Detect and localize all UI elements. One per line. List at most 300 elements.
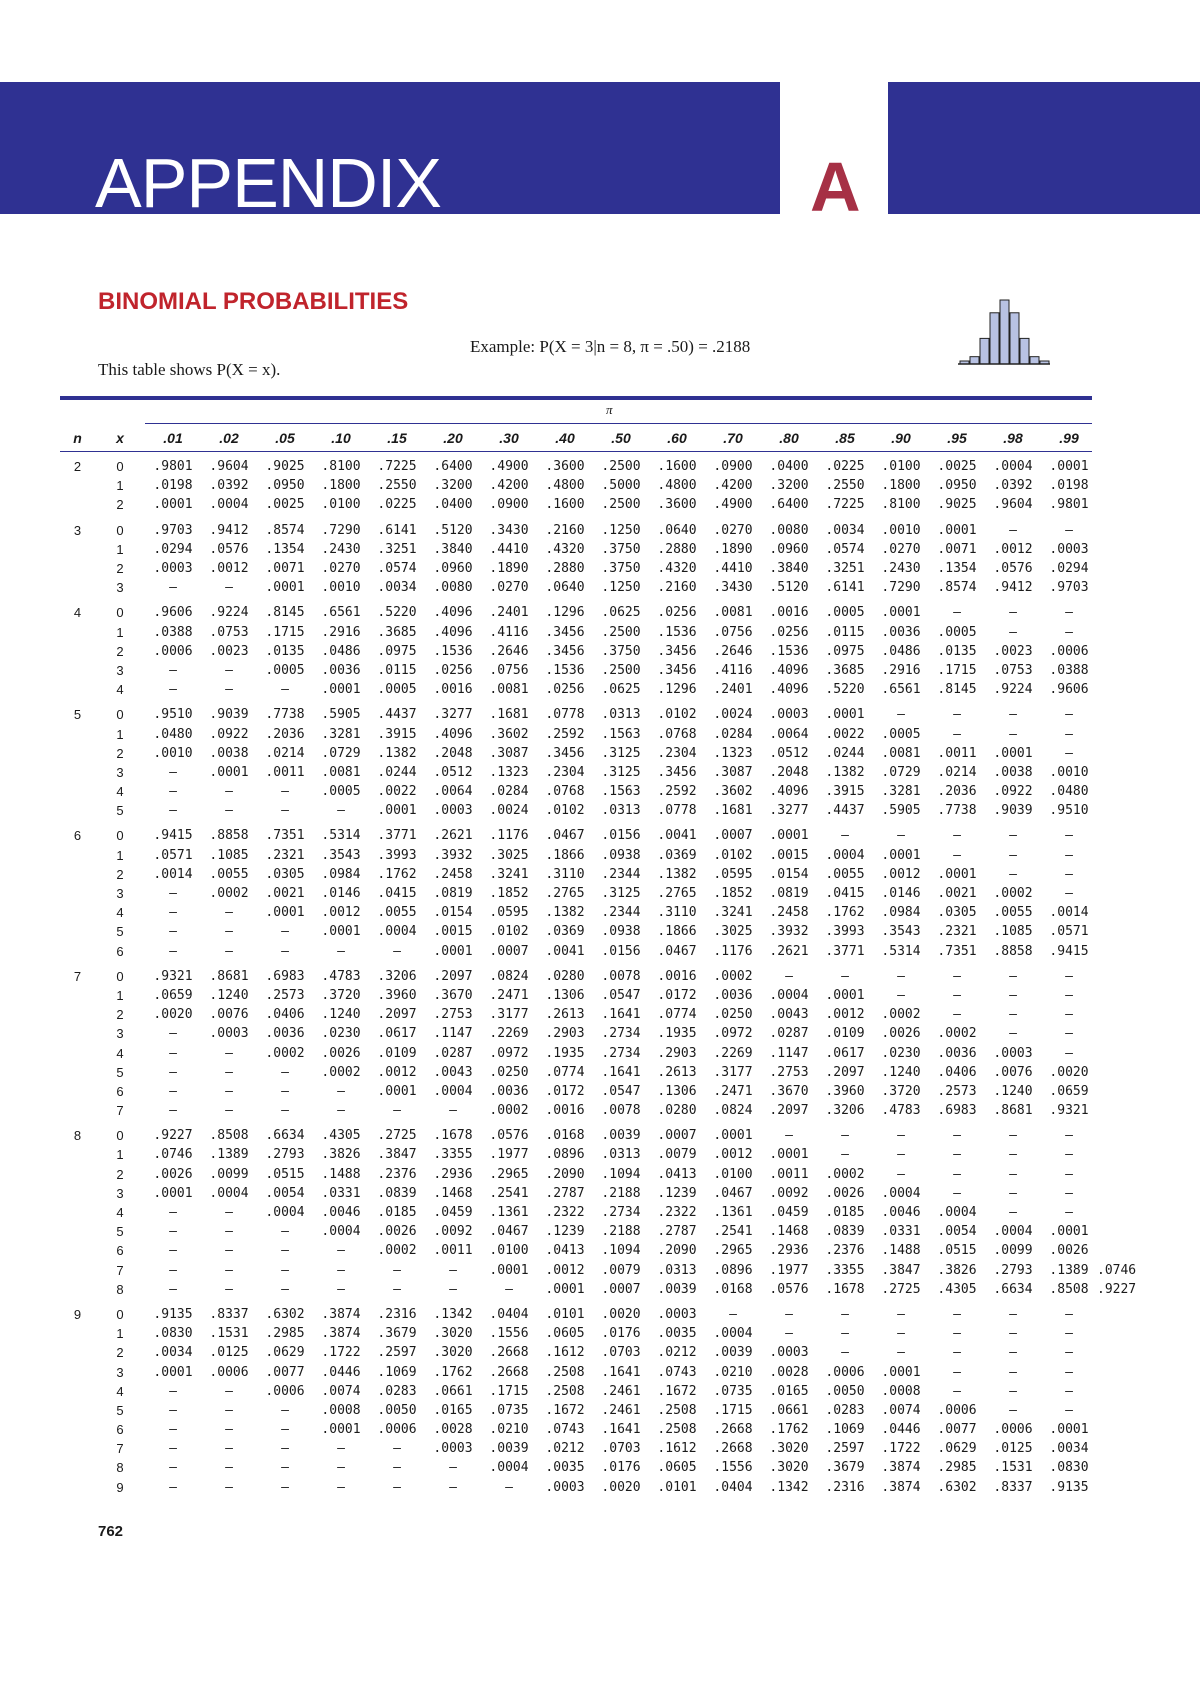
probability-cell: .0900: [713, 459, 753, 475]
probability-cell: —: [281, 924, 289, 940]
probability-cell: .3993: [825, 924, 865, 940]
n-cell: [60, 1324, 95, 1343]
probability-cell: .0102: [545, 803, 585, 819]
probability-cell: .0135: [265, 643, 305, 659]
probability-cell: .0071: [265, 561, 305, 577]
probability-cell: .0172: [657, 987, 697, 1003]
x-cell: 4: [116, 1205, 124, 1221]
probability-cell: .9510: [1049, 803, 1089, 819]
probability-cell: .0212: [657, 1345, 697, 1361]
probability-cell: .1240: [993, 1083, 1033, 1099]
probability-cell: .0035: [657, 1326, 697, 1342]
probability-cell: .0055: [993, 905, 1033, 921]
probability-cell: .0020: [1049, 1064, 1089, 1080]
x-cell: 2: [116, 643, 124, 659]
probability-cell: .0002: [489, 1103, 529, 1119]
n-cell: [60, 1145, 95, 1164]
probability-cell: .0480: [1049, 784, 1089, 800]
probability-cell: —: [1009, 1185, 1017, 1201]
probability-cell: .2793: [993, 1262, 1033, 1278]
probability-cell: .2458: [769, 905, 809, 921]
n-cell: 6: [73, 828, 82, 844]
probability-cell: —: [1065, 1306, 1073, 1322]
probability-cell: .0016: [433, 682, 473, 698]
probability-cell: .0003: [153, 561, 193, 577]
probability-cell: —: [281, 1402, 289, 1418]
probability-cell: .0830: [153, 1326, 193, 1342]
probability-cell: .3430: [489, 522, 529, 538]
col-header-pi: .90: [891, 429, 911, 446]
probability-cell: .1239: [657, 1185, 697, 1201]
histogram-bar: [980, 338, 989, 364]
probability-cell: .3960: [825, 1083, 865, 1099]
probability-cell: .3355: [825, 1262, 865, 1278]
n-cell: [60, 1261, 95, 1280]
col-header-pi: .40: [555, 429, 575, 446]
probability-cell: .0294: [1049, 561, 1089, 577]
probability-cell: .0007: [657, 1128, 697, 1144]
probability-cell: .3847: [377, 1147, 417, 1163]
x-cell: 5: [116, 803, 124, 819]
x-cell: 1: [116, 847, 124, 863]
probability-cell: .0210: [489, 1422, 529, 1438]
probability-cell: —: [897, 1166, 905, 1182]
probability-cell: .1866: [545, 847, 585, 863]
col-header-pi: .60: [667, 429, 687, 446]
probability-cell: .0661: [433, 1383, 473, 1399]
n-cell: [60, 623, 95, 642]
x-cell: 6: [116, 1083, 124, 1099]
probability-cell: .1296: [657, 682, 697, 698]
probability-cell: .0625: [601, 682, 641, 698]
probability-cell: .1176: [489, 828, 529, 844]
table-row: [60, 942, 1097, 961]
probability-cell: .0020: [601, 1479, 641, 1495]
probability-cell: .0287: [769, 1026, 809, 1042]
n-cell: [60, 1222, 95, 1241]
probability-cell: .0006: [993, 1422, 1033, 1438]
probability-cell: .0486: [881, 643, 921, 659]
probability-cell: .0102: [489, 924, 529, 940]
probability-cell: .2903: [657, 1045, 697, 1061]
probability-cell: .0001: [1049, 459, 1089, 475]
probability-cell: .3025: [489, 847, 529, 863]
probability-cell: .3355: [433, 1147, 473, 1163]
probability-cell: .0305: [937, 905, 977, 921]
probability-cell: .1722: [881, 1441, 921, 1457]
n-cell: [60, 495, 95, 514]
probability-cell: —: [169, 1422, 177, 1438]
probability-cell: .3025: [713, 924, 753, 940]
probability-cell: .0050: [377, 1402, 417, 1418]
probability-cell: .9801: [153, 459, 193, 475]
probability-cell: .0176: [601, 1460, 641, 1476]
probability-cell: .0055: [377, 905, 417, 921]
probability-cell: .1715: [713, 1402, 753, 1418]
probability-cell: .0743: [545, 1422, 585, 1438]
table-row: [60, 763, 1097, 782]
probability-cell: —: [281, 1479, 289, 1495]
probability-cell: .8337: [993, 1479, 1033, 1495]
probability-cell: .6561: [321, 605, 361, 621]
probability-cell: .4305: [937, 1281, 977, 1297]
probability-cell: .1852: [489, 886, 529, 902]
probability-cell: .3685: [377, 624, 417, 640]
probability-cell: .2500: [601, 624, 641, 640]
probability-cell: —: [1009, 1383, 1017, 1399]
probability-cell: —: [393, 1460, 401, 1476]
probability-cell: .2597: [825, 1441, 865, 1457]
probability-cell: —: [449, 1460, 457, 1476]
probability-cell: .2573: [937, 1083, 977, 1099]
probability-cell: .0774: [657, 1007, 697, 1023]
probability-cell: .0004: [265, 1205, 305, 1221]
probability-cell: .0081: [489, 682, 529, 698]
probability-cell: .2550: [825, 478, 865, 494]
probability-cell: .0571: [1049, 924, 1089, 940]
probability-cell: .4096: [433, 624, 473, 640]
probability-cell: .6141: [377, 522, 417, 538]
probability-cell: .5220: [377, 605, 417, 621]
probability-cell: .0400: [769, 459, 809, 475]
probability-cell: .0102: [713, 847, 753, 863]
probability-cell: —: [337, 1281, 345, 1297]
x-cell: 9: [116, 1479, 124, 1495]
probability-cell: —: [953, 1306, 961, 1322]
probability-cell: .3281: [881, 784, 921, 800]
probability-cell: —: [169, 580, 177, 596]
probability-cell: .2880: [657, 541, 697, 557]
table-row: [60, 1043, 1097, 1062]
probability-cell: .0002: [265, 1045, 305, 1061]
probability-cell: —: [1065, 624, 1073, 640]
probability-cell: .0001: [937, 522, 977, 538]
probability-cell: .0824: [713, 1103, 753, 1119]
probability-cell: .0574: [377, 561, 417, 577]
probability-cell: .1556: [489, 1326, 529, 1342]
probability-cell: —: [1065, 745, 1073, 761]
probability-cell: .2541: [489, 1185, 529, 1201]
probability-cell: .0415: [377, 886, 417, 902]
probability-cell: .0016: [769, 605, 809, 621]
pi-label: π: [606, 402, 613, 417]
probability-cell: .3277: [769, 803, 809, 819]
probability-cell: .1342: [769, 1479, 809, 1495]
probability-cell: .1890: [489, 561, 529, 577]
probability-cell: .9227: [153, 1128, 193, 1144]
n-cell: [60, 986, 95, 1005]
probability-cell: —: [281, 1064, 289, 1080]
probability-cell: .0146: [881, 886, 921, 902]
probability-cell: .0595: [713, 866, 753, 882]
probability-cell: —: [449, 1103, 457, 1119]
probability-cell: .2322: [545, 1205, 585, 1221]
probability-cell: .0008: [321, 1402, 361, 1418]
probability-cell: .0100: [713, 1166, 753, 1182]
probability-cell: .0960: [433, 561, 473, 577]
probability-cell: .0280: [545, 968, 585, 984]
binomial-table: [60, 424, 1137, 1497]
probability-cell: .3993: [377, 847, 417, 863]
probability-cell: .2500: [601, 497, 641, 513]
probability-cell: .0331: [881, 1224, 921, 1240]
probability-cell: .9025: [937, 497, 977, 513]
table-row: [60, 597, 1097, 622]
probability-cell: .2985: [265, 1326, 305, 1342]
probability-cell: .3679: [377, 1326, 417, 1342]
probability-cell: .0034: [153, 1345, 193, 1361]
probability-cell: .3915: [377, 726, 417, 742]
probability-cell: —: [1009, 605, 1017, 621]
probability-cell: .0574: [825, 541, 865, 557]
probability-cell: .0154: [433, 905, 473, 921]
probability-cell: —: [953, 968, 961, 984]
probability-cell: .1641: [601, 1007, 641, 1023]
probability-cell: —: [953, 726, 961, 742]
probability-cell: —: [897, 1128, 905, 1144]
probability-cell: .2048: [433, 745, 473, 761]
probability-cell: .1681: [713, 803, 753, 819]
probability-cell: .1678: [825, 1281, 865, 1297]
probability-cell: .3960: [377, 987, 417, 1003]
probability-cell: .0039: [601, 1128, 641, 1144]
probability-cell: .9415: [1049, 943, 1089, 959]
probability-cell: .1531: [209, 1326, 249, 1342]
probability-cell: .0001: [937, 866, 977, 882]
probability-cell: .0198: [153, 478, 193, 494]
probability-cell: .4116: [713, 662, 753, 678]
probability-cell: .2965: [489, 1166, 529, 1182]
probability-cell: .4305: [321, 1128, 361, 1144]
probability-cell: .0756: [713, 624, 753, 640]
probability-cell: .2621: [769, 943, 809, 959]
probability-cell: .1762: [377, 866, 417, 882]
probability-cell: .0210: [713, 1364, 753, 1380]
probability-cell: .0571: [153, 847, 193, 863]
probability-cell: .0081: [321, 764, 361, 780]
probability-cell: .6141: [825, 580, 865, 596]
probability-cell: .1382: [657, 866, 697, 882]
probability-cell: —: [1009, 1306, 1017, 1322]
probability-cell: .1641: [601, 1422, 641, 1438]
probability-cell: .0244: [377, 764, 417, 780]
probability-cell: .0064: [769, 726, 809, 742]
probability-cell: .0010: [153, 745, 193, 761]
probability-cell: —: [1065, 1205, 1073, 1221]
probability-cell: .0001: [321, 682, 361, 698]
n-cell: [60, 1478, 95, 1497]
probability-cell: .0039: [713, 1345, 753, 1361]
probability-cell: .1389: [209, 1147, 249, 1163]
n-cell: 9: [73, 1306, 82, 1322]
probability-cell: .3750: [601, 561, 641, 577]
probability-cell: —: [1065, 1326, 1073, 1342]
n-cell: [60, 1082, 95, 1101]
probability-cell: .2646: [489, 643, 529, 659]
probability-cell: .9703: [153, 522, 193, 538]
probability-cell: .3874: [881, 1460, 921, 1476]
n-cell: [60, 661, 95, 680]
probability-cell: —: [1065, 968, 1073, 984]
probability-cell: .0729: [881, 764, 921, 780]
probability-cell: .0960: [769, 541, 809, 557]
probability-cell: —: [225, 1479, 233, 1495]
probability-cell: .0004: [937, 1205, 977, 1221]
probability-cell: .0735: [713, 1383, 753, 1399]
probability-cell: .2097: [433, 968, 473, 984]
x-cell: 6: [116, 943, 124, 959]
probability-cell: .3125: [601, 745, 641, 761]
probability-cell: —: [169, 1103, 177, 1119]
probability-cell: .0012: [881, 866, 921, 882]
probability-cell: —: [897, 707, 905, 723]
col-header-x: x: [116, 429, 124, 446]
probability-cell: —: [393, 1262, 401, 1278]
probability-cell: .2269: [489, 1026, 529, 1042]
probability-cell: .0005: [321, 784, 361, 800]
probability-cell: .0185: [377, 1205, 417, 1221]
probability-cell: .0743: [657, 1364, 697, 1380]
probability-cell: .0036: [937, 1045, 977, 1061]
probability-cell: .3771: [377, 828, 417, 844]
table-row: [60, 451, 1097, 476]
probability-cell: .0774: [545, 1064, 585, 1080]
probability-cell: .0050: [825, 1383, 865, 1399]
probability-cell: .3277: [433, 707, 473, 723]
col-header-pi: .01: [163, 429, 183, 446]
probability-cell: .0283: [825, 1402, 865, 1418]
col-header-pi: .95: [947, 429, 967, 446]
probability-cell: .4320: [545, 541, 585, 557]
probability-cell: .3826: [937, 1262, 977, 1278]
probability-cell: —: [281, 1281, 289, 1297]
probability-cell: .0022: [377, 784, 417, 800]
probability-cell: .0012: [321, 905, 361, 921]
probability-cell: —: [1065, 1007, 1073, 1023]
x-cell: 2: [116, 1166, 124, 1182]
probability-cell: .1296: [545, 605, 585, 621]
table-row: [60, 699, 1097, 724]
probability-cell: .0010: [1049, 764, 1089, 780]
probability-cell: —: [1009, 987, 1017, 1003]
probability-cell: —: [225, 1064, 233, 1080]
probability-cell: .1762: [769, 1422, 809, 1438]
probability-cell: —: [1065, 1402, 1073, 1418]
table-row: [60, 922, 1097, 941]
probability-cell: .3020: [769, 1441, 809, 1457]
n-cell: [60, 884, 95, 903]
probability-cell: .0004: [993, 1224, 1033, 1240]
probability-cell: .7225: [377, 459, 417, 475]
probability-cell: .2734: [601, 1205, 641, 1221]
probability-cell: .6983: [937, 1103, 977, 1119]
probability-cell: .0250: [489, 1064, 529, 1080]
x-cell: 8: [116, 1281, 124, 1297]
probability-cell: .4437: [825, 803, 865, 819]
probability-cell: —: [225, 1262, 233, 1278]
probability-cell: .2541: [713, 1224, 753, 1240]
col-header-pi: .15: [387, 429, 407, 446]
histogram-bar: [990, 313, 999, 364]
probability-cell: .7738: [265, 707, 305, 723]
probability-cell: .1094: [601, 1166, 641, 1182]
probability-cell: .3670: [769, 1083, 809, 1099]
probability-cell: .9415: [153, 828, 193, 844]
probability-cell: .1488: [321, 1166, 361, 1182]
probability-cell: .3200: [769, 478, 809, 494]
probability-cell: .1977: [769, 1262, 809, 1278]
probability-cell: .0001: [881, 847, 921, 863]
probability-cell: .4783: [321, 968, 361, 984]
probability-cell: .0467: [545, 828, 585, 844]
probability-cell: .0392: [209, 478, 249, 494]
probability-cell: .0012: [993, 541, 1033, 557]
probability-cell: .0023: [993, 643, 1033, 659]
probability-cell: —: [505, 1281, 513, 1297]
probability-cell: .0003: [769, 1345, 809, 1361]
probability-cell: .8508: [1049, 1281, 1089, 1297]
probability-cell: .0287: [433, 1045, 473, 1061]
probability-cell: .2471: [489, 987, 529, 1003]
probability-cell: .0005: [937, 624, 977, 640]
table-description: This table shows P(X = x).: [98, 360, 281, 379]
histogram-bar: [970, 357, 979, 364]
probability-cell: .3456: [545, 643, 585, 659]
table-row: [60, 680, 1097, 699]
probability-cell: .0001: [881, 1364, 921, 1380]
table-row: [60, 1120, 1097, 1145]
probability-cell: .0034: [825, 522, 865, 538]
probability-cell: .1681: [489, 707, 529, 723]
x-cell: 2: [116, 866, 124, 882]
probability-cell: .0077: [265, 1364, 305, 1380]
probability-cell: —: [169, 1479, 177, 1495]
probability-cell: —: [225, 905, 233, 921]
probability-cell: —: [1009, 1402, 1017, 1418]
probability-cell: —: [897, 987, 905, 1003]
x-cell: 1: [116, 1147, 124, 1163]
probability-cell: .3720: [321, 987, 361, 1003]
probability-cell: .5905: [881, 803, 921, 819]
probability-cell: .0640: [657, 522, 697, 538]
probability-cell: .0012: [825, 1007, 865, 1023]
x-cell: 1: [116, 624, 124, 640]
probability-cell: .2880: [545, 561, 585, 577]
probability-cell: .0225: [377, 497, 417, 513]
probability-cell: .0054: [265, 1185, 305, 1201]
probability-cell: .0313: [657, 1262, 697, 1278]
probability-cell: .2592: [657, 784, 697, 800]
probability-cell: .0515: [937, 1243, 977, 1259]
binomial-histogram-icon: [958, 296, 1050, 366]
probability-cell: —: [225, 943, 233, 959]
histogram-bar: [1010, 313, 1019, 364]
example-text: Example: P(X = 3|n = 8, π = .50) = .2188: [470, 337, 751, 356]
probability-cell: .0280: [657, 1103, 697, 1119]
probability-cell: .0146: [321, 886, 361, 902]
probability-cell: .0043: [433, 1064, 473, 1080]
probability-cell: .2304: [657, 745, 697, 761]
probability-cell: .0003: [433, 803, 473, 819]
probability-cell: —: [169, 1383, 177, 1399]
probability-cell: —: [1009, 1205, 1017, 1221]
probability-cell: .2090: [657, 1243, 697, 1259]
x-cell: 5: [116, 1402, 124, 1418]
x-cell: 3: [116, 662, 124, 678]
table-row: [60, 1024, 1097, 1043]
x-cell: 2: [116, 745, 124, 761]
probability-cell: .2965: [713, 1243, 753, 1259]
